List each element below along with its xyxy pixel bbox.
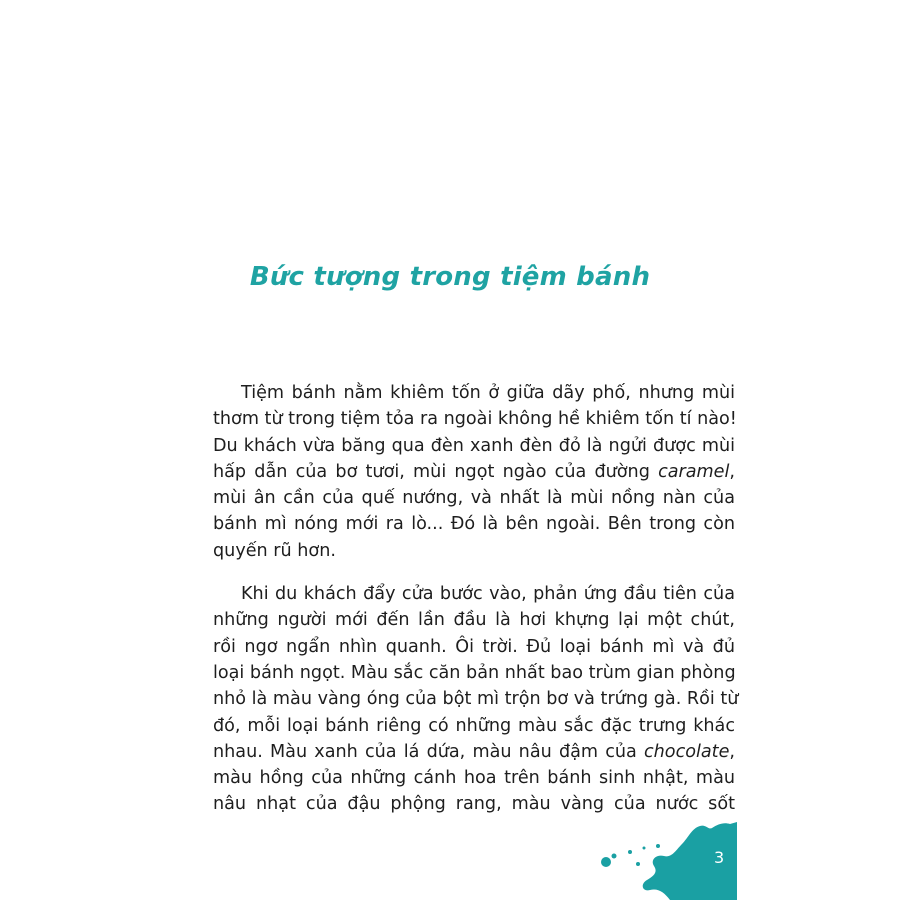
body-text — [213, 380, 739, 835]
text-line: màu hồng của những cánh hoa trên bánh sinh nhật, màu — [213, 768, 735, 789]
text-line: loại bánh ngọt. Màu sắc căn bản nhất bao trùm gian phòng — [213, 662, 736, 683]
ink-drop — [636, 862, 640, 866]
text-run: , — [729, 741, 735, 762]
page-number: 3 — [714, 848, 725, 867]
text-line: rồi ngơ ngẩn nhìn quanh. Ôi trời. Đủ loại bánh mì và đủ — [213, 636, 735, 657]
text-line: quyến rũ hơn. — [213, 540, 336, 561]
text-run: nhau. Màu xanh của lá dứa, màu nâu đậm của — [213, 741, 644, 762]
text-line: mùi ân cần của quế nướng, và nhất là mùi nồng nàn của — [213, 488, 735, 509]
text-run: , — [729, 461, 735, 482]
chapter-title: Bức tượng trong tiệm bánh — [249, 262, 651, 292]
text-run: hấp dẫn của bơ tươi, mùi ngọt ngào của đường — [213, 461, 659, 482]
text-line: thơm từ trong tiệm tỏa ra ngoài không hề khiêm tốn tí nào! — [213, 409, 737, 430]
text-line: Tiệm bánh nằm khiêm tốn ở giữa dãy phố, nhưng mùi — [241, 383, 735, 403]
text-line — [213, 459, 735, 485]
ink-drop — [686, 892, 690, 896]
text-line: đó, mỗi loại bánh riêng có những màu sắc đặc trưng khác — [213, 715, 735, 736]
ink-drop — [643, 847, 646, 850]
ink-drop — [612, 854, 617, 859]
paragraph-2 — [213, 581, 739, 818]
text-line: nhỏ là màu vàng óng của bột mì trộn bơ và trứng gà. Rồi từ — [213, 689, 739, 710]
text-line — [213, 739, 735, 765]
text-line: những người mới đến lần đầu là hơi khựng lại một chút, — [213, 610, 735, 631]
text-line: Du khách vừa băng qua đèn xanh đèn đỏ là ngửi được mùi — [213, 435, 735, 456]
italic-term: caramel — [658, 461, 730, 482]
ink-drop — [656, 844, 660, 848]
ink-drop — [601, 857, 611, 867]
text-line: bánh mì nóng mới ra lò... Đó là bên ngoài. Bên trong còn — [213, 514, 735, 535]
paragraph-1 — [213, 380, 735, 564]
book-page — [165, 0, 739, 900]
italic-term: chocolate — [643, 741, 730, 762]
text-line: Khi du khách đẩy cửa bước vào, phản ứng đầu tiên của — [241, 584, 735, 605]
text-line: nâu nhạt của đậu phộng rang, màu vàng của nước sốt — [213, 794, 735, 815]
ink-drop — [628, 850, 632, 854]
